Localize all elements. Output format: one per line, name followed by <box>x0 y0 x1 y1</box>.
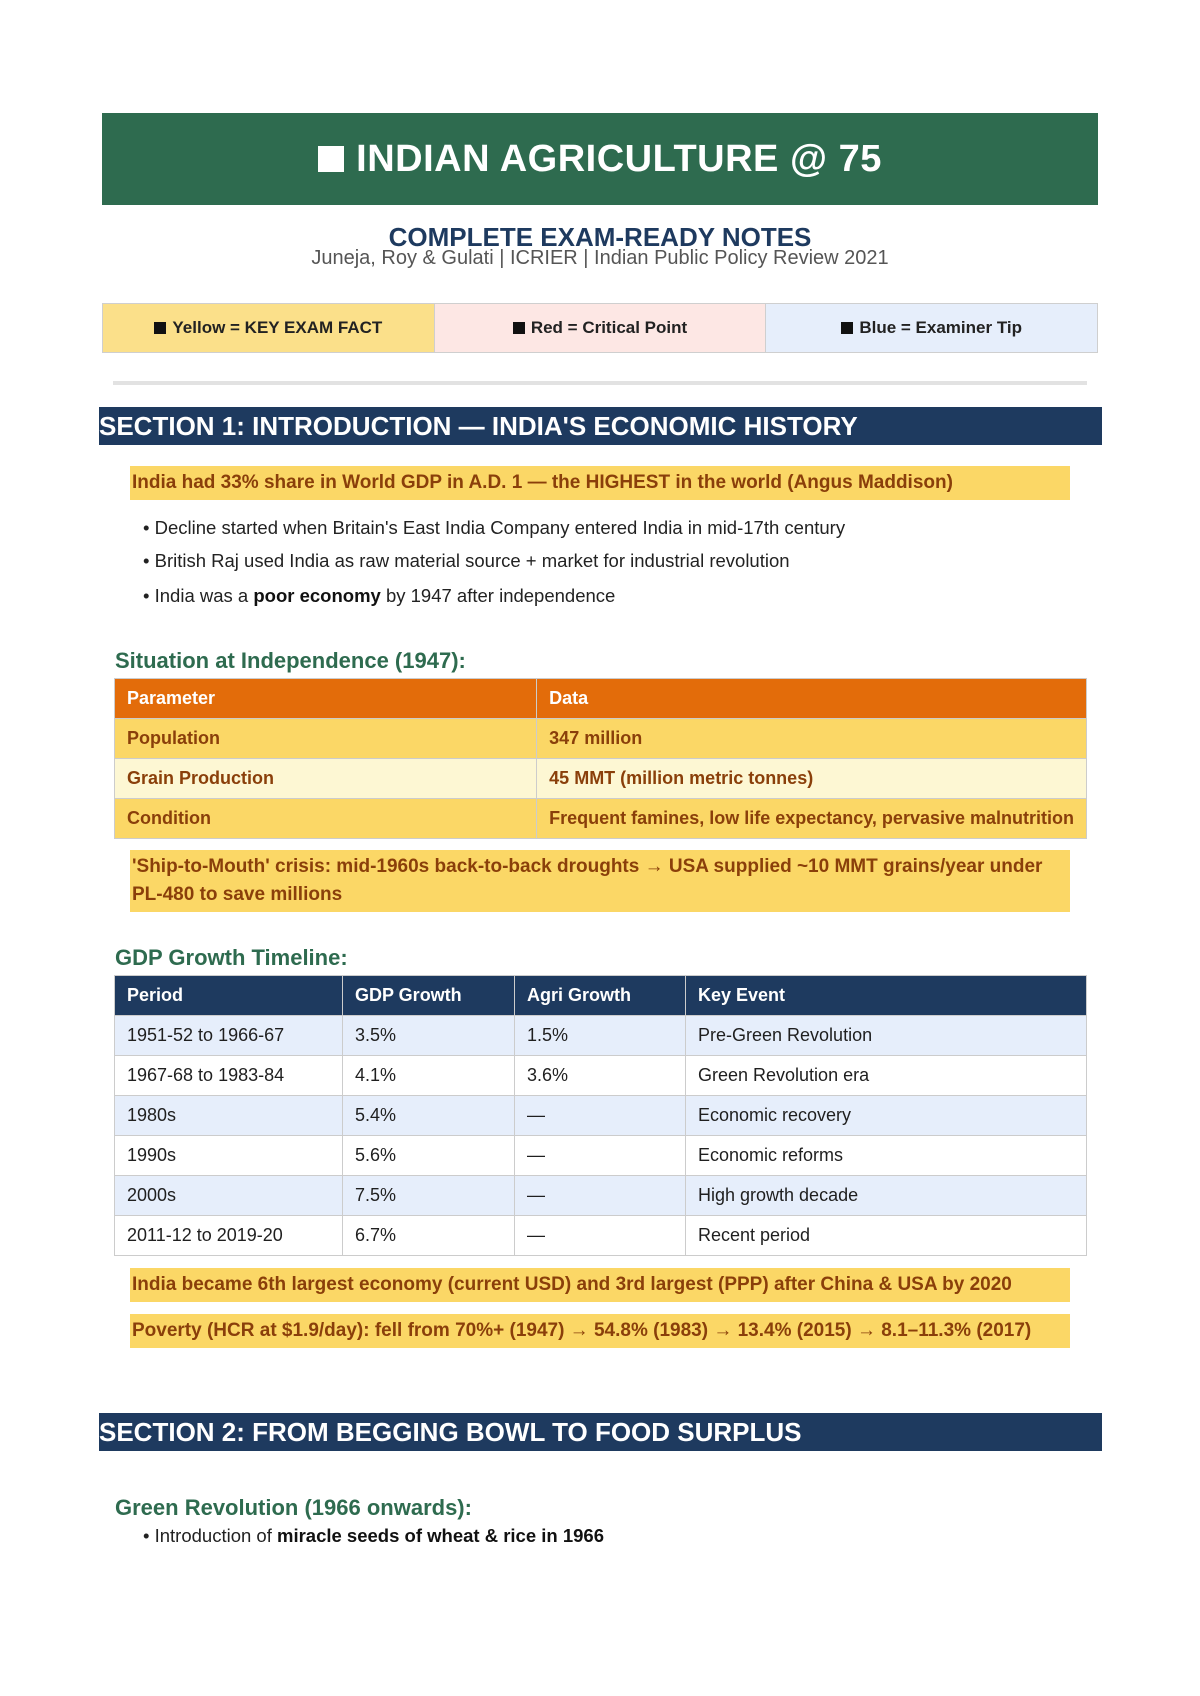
bullet-miracle-seeds: • Introduction of miracle seeds of wheat & rice in 1966 <box>143 1525 604 1546</box>
gdp-timeline-table <box>114 975 1087 1256</box>
key-fact-largest-economy: India became 6th largest economy (current USD) and 3rd largest (PPP) after China & USA by 2020 <box>130 1268 1070 1302</box>
independence-heading: Situation at Independence (1947): <box>115 648 466 673</box>
key-fact-gdp-share: India had 33% share in World GDP in A.D. 1 — the HIGHEST in the world (Angus Maddison) <box>130 466 1070 500</box>
gdp-timeline-heading: GDP Growth Timeline: <box>115 945 348 970</box>
legend-red: Red = Critical Point <box>435 304 767 352</box>
square-icon <box>841 322 853 334</box>
independence-table <box>114 678 1087 839</box>
column-header: Period <box>115 976 343 1016</box>
legend-blue: Blue = Examiner Tip <box>766 304 1097 352</box>
column-header: Data <box>537 679 1087 719</box>
table-header-row <box>115 679 1087 719</box>
section-1-heading: SECTION 1: INTRODUCTION — INDIA'S ECONOMIC HISTORY <box>99 407 1102 445</box>
section-2-heading: SECTION 2: FROM BEGGING BOWL TO FOOD SURPLUS <box>99 1413 1102 1451</box>
bullet-poor-economy: • India was a poor economy by 1947 after independence <box>143 585 616 606</box>
table-row: 2000s 7.5% — High growth decade <box>115 1176 1087 1216</box>
table-row: 1990s 5.6% — Economic reforms <box>115 1136 1087 1176</box>
bullet-british-raj: • British Raj used India as raw material source + market for industrial revolution <box>143 550 790 571</box>
column-header: GDP Growth <box>343 976 515 1016</box>
column-header: Agri Growth <box>515 976 686 1016</box>
table-row: 1967-68 to 1983-84 4.1% 3.6% Green Revolution era <box>115 1056 1087 1096</box>
column-header: Key Event <box>686 976 1087 1016</box>
green-revolution-heading: Green Revolution (1966 onwards): <box>115 1495 472 1520</box>
table-row: Condition Frequent famines, low life expectancy, pervasive malnutrition <box>115 799 1087 839</box>
table-header-row <box>115 976 1087 1016</box>
title-banner <box>102 113 1098 205</box>
divider <box>113 381 1087 385</box>
subtitle: COMPLETE EXAM-READY NOTES <box>388 222 812 252</box>
legend-yellow: Yellow = KEY EXAM FACT <box>103 304 435 352</box>
color-legend <box>102 303 1098 353</box>
table-row: Grain Production 45 MMT (million metric tonnes) <box>115 759 1087 799</box>
square-icon <box>154 322 166 334</box>
square-icon <box>513 322 525 334</box>
bullet-decline: • Decline started when Britain's East India Company entered India in mid-17th century <box>143 517 846 538</box>
table-row: Population 347 million <box>115 719 1087 759</box>
table-row: 1951-52 to 1966-67 3.5% 1.5% Pre-Green Revolution <box>115 1016 1087 1056</box>
authors-line: Juneja, Roy & Gulati | ICRIER | Indian Public Policy Review 2021 <box>311 247 889 269</box>
table-row: 2011-12 to 2019-20 6.7% — Recent period <box>115 1216 1087 1256</box>
square-icon <box>318 146 344 172</box>
key-fact-poverty: Poverty (HCR at $1.9/day): fell from 70%+ (1947) → 54.8% (1983) → 13.4% (2015) → 8.1–11.3% (2017) <box>130 1314 1070 1348</box>
page-title: INDIAN AGRICULTURE @ 75 <box>356 137 882 180</box>
table-row: 1980s 5.4% — Economic recovery <box>115 1096 1087 1136</box>
column-header: Parameter <box>115 679 537 719</box>
key-fact-ship-to-mouth: 'Ship-to-Mouth' crisis: mid-1960s back-to-back droughts → USA supplied ~10 MMT grains/year under PL-480 to save millions <box>130 850 1070 912</box>
